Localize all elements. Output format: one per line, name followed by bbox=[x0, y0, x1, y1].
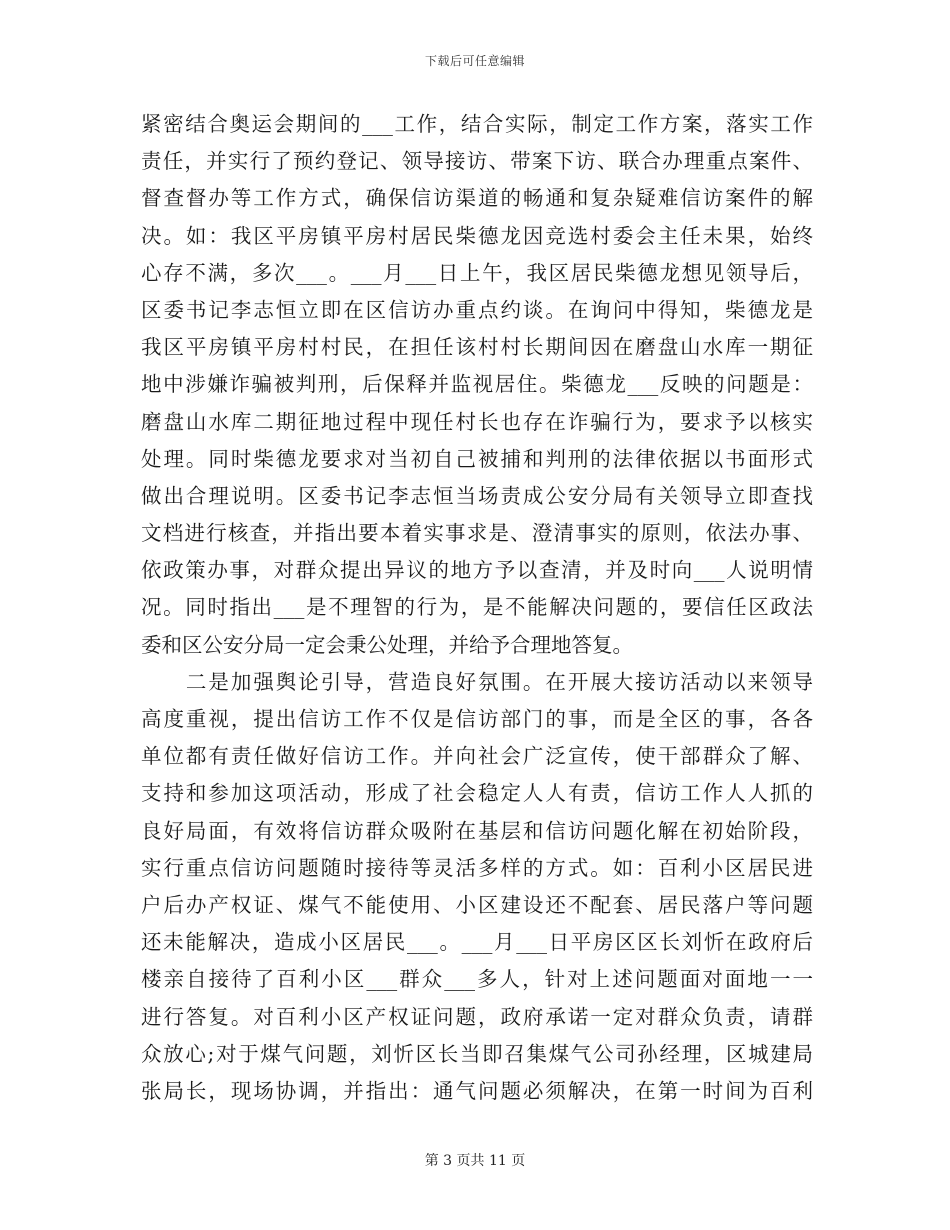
text-line: 户后办产权证、煤气不能使用、小区建设还不配套、居民落户等问题 bbox=[141, 892, 813, 917]
text-line: 支持和参加这项活动，形成了社会稳定人人有责，信访工作人人抓的 bbox=[141, 781, 813, 806]
text-line: 决。如：我区平房镇平房村居民柴德龙因竞选村委会主任未果，始终 bbox=[141, 223, 813, 248]
text-line: 责任，并实行了预约登记、领导接访、带案下访、联合办理重点案件、 bbox=[141, 149, 813, 174]
page-header: 下载后可任意编辑 bbox=[424, 54, 525, 68]
page-number: 第 3 页共 11 页 bbox=[424, 1153, 526, 1169]
text-line: 处理。同时柴德龙要求对当初自己被捕和判刑的法律依据以书面形式 bbox=[141, 446, 813, 471]
text-line: 实行重点信访问题随时接待等灵活多样的方式。如：百利小区居民进 bbox=[141, 855, 813, 880]
text-line: 张局长，现场协调，并指出：通气问题必须解决，在第一时间为百利 bbox=[141, 1078, 813, 1103]
text-line: 委和区公安分局一定会秉公处理，并给予合理地答复。 bbox=[141, 632, 633, 657]
text-line: 区委书记李志恒立即在区信访办重点约谈。在询问中得知，柴德龙是 bbox=[141, 297, 813, 322]
text-line: 督查督办等工作方式，确保信访渠道的畅通和复杂疑难信访案件的解 bbox=[141, 186, 813, 211]
text-line: 做出合理说明。区委书记李志恒当场责成公安分局有关领导立即查找 bbox=[141, 483, 813, 508]
text-line: 单位都有责任做好信访工作。并向社会广泛宣传，使干部群众了解、 bbox=[141, 744, 813, 769]
text-line: 良好局面，有效将信访群众吸附在基层和信访问题化解在初始阶段， bbox=[141, 818, 813, 843]
text-line: 众放心;对于煤气问题，刘忻区长当即召集煤气公司孙经理，区城建局 bbox=[141, 1041, 813, 1066]
text-line: 二是加强舆论引导，营造良好氛围。在开展大接访活动以来领导 bbox=[141, 669, 813, 694]
text-line: 进行答复。对百利小区产权证问题，政府承诺一定对群众负责，请群 bbox=[141, 1004, 813, 1029]
text-line: 地中涉嫌诈骗被判刑，后保释并监视居住。柴德龙___反映的问题是： bbox=[141, 372, 813, 397]
text-line: 文档进行核查，并指出要本着实事求是、澄清事实的原则，依法办事、 bbox=[141, 521, 813, 546]
text-line: 况。同时指出___是不理智的行为，是不能解决问题的，要信任区政法 bbox=[141, 595, 813, 620]
text-line: 高度重视，提出信访工作不仅是信访部门的事，而是全区的事，各各 bbox=[141, 707, 813, 731]
text-line: 楼亲自接待了百利小区___群众___多人，针对上述问题面对面地一一 bbox=[141, 967, 813, 992]
text-line: 心存不满，多次___。___月___日上午，我区居民柴德龙想见领导后， bbox=[141, 260, 813, 285]
body-text bbox=[141, 106, 813, 1110]
text-line: 磨盘山水库二期征地过程中现任村长也存在诈骗行为，要求予以核实 bbox=[141, 409, 813, 434]
text-line: 还未能解决，造成小区居民___。___月___日平房区区长刘忻在政府后 bbox=[141, 930, 813, 955]
text-line: 紧密结合奥运会期间的___工作，结合实际，制定工作方案，落实工作 bbox=[141, 112, 813, 136]
text-line: 我区平房镇平房村村民，在担任该村村长期间因在磨盘山水库一期征 bbox=[141, 335, 813, 360]
text-line: 依政策办事，对群众提出异议的地方予以查清，并及时向___人说明情 bbox=[141, 558, 813, 583]
